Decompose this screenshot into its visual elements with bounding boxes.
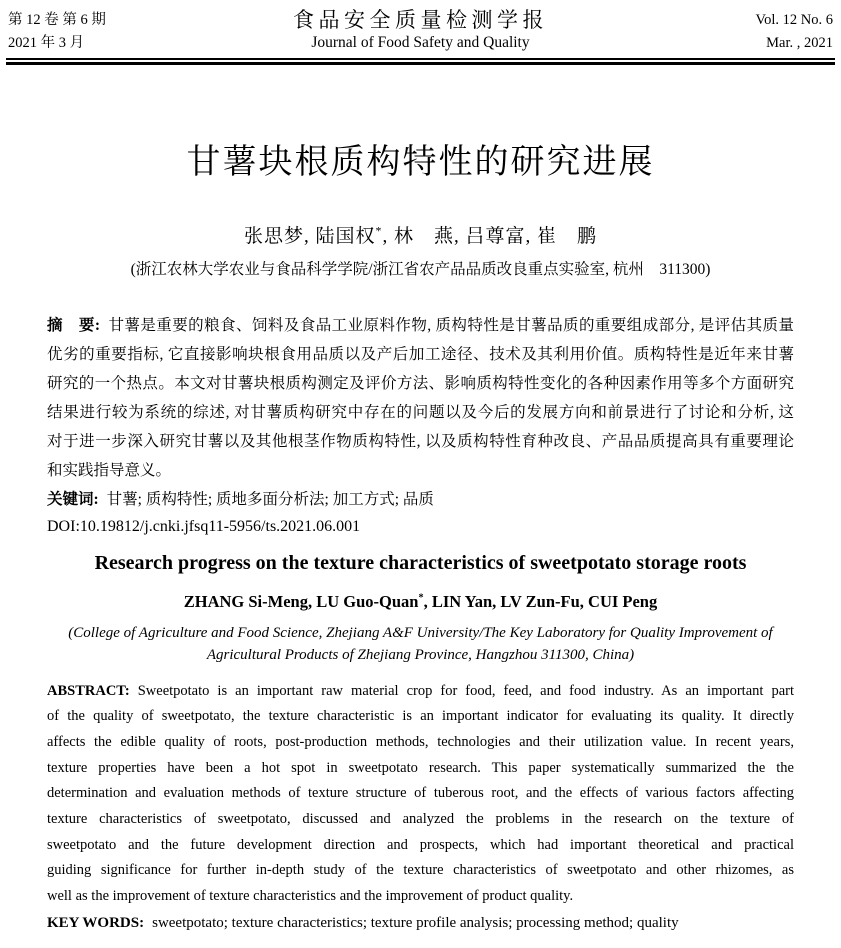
article-title-en: Research progress on the texture characteristics of sweetpotato storage roots (94, 551, 747, 574)
authors-cn-part1: 张思梦, 陆国权 (244, 225, 376, 247)
authors-cn-part2: , 林 燕, 吕尊富, 崔 鹏 (382, 225, 597, 247)
keywords-cn-label: 关键词: (47, 490, 99, 508)
abstract-en-line: of the quality of sweetpotato, the texture characteristic is an important indicator for evaluating its quality. It directly (47, 708, 794, 725)
rule-thick (6, 62, 835, 65)
abstract-en-line: determination and evaluation methods of texture structure of tuberous root, and the effects of various factors affecting (47, 785, 794, 802)
authors-en (47, 590, 794, 614)
issue-date-cn: 2021 年 3 月 (8, 34, 85, 51)
abstract-cn-line: 对于进一步深入研究甘薯以及其他根茎作物质构特性, 以及质构特性育种改良、产品品质提高具有重要理论 (47, 432, 794, 450)
running-head-center (178, 9, 663, 54)
abstract-en-line: guiding significance for further in-depth study of the texture characteristics of sweetpotato and other rhizomes, as (47, 862, 794, 879)
article-title-cn: 甘薯块根质构特性的研究进展 (186, 143, 655, 181)
keywords-en-label: KEY WORDS: (47, 914, 145, 931)
affiliation-en-line1: (College of Agriculture and Food Science, Zhejiang A&F University/The Key Laboratory for Quality Improvement of (68, 624, 773, 641)
volume-issue-cn: 第 12 卷 第 6 期 (8, 12, 106, 28)
abstract-en-line: texture properties have been a hot spot in sweetpotato research. This paper systematically summarized the the (47, 759, 794, 776)
abstract-cn (47, 311, 794, 485)
affiliation-en-line2: Agricultural Products of Zhejiang Province, Hangzhou 311300, China) (206, 647, 635, 663)
running-head-left (8, 9, 178, 54)
running-head (0, 0, 841, 54)
keywords-cn (47, 485, 794, 514)
abstract-en (47, 679, 794, 910)
abstract-cn-label: 摘 要: (47, 316, 100, 334)
journal-title-cn: 食品安全质量检测学报 (293, 8, 548, 32)
journal-title-en: Journal of Food Safety and Quality (311, 34, 530, 51)
body-column (47, 311, 794, 936)
volume-issue-en: Vol. 12 No. 6 (755, 12, 833, 28)
abstract-cn-line: 研究的一个热点。本文对甘薯块根质构测定及评价方法、影响质构特性变化的各种因素作用等多个方面研究 (47, 374, 794, 392)
header-double-rule (6, 58, 835, 65)
abstract-cn-line: 优劣的重要指标, 它直接影响块根食用品质以及产后加工途径、技术及其利用价值。质构特性是近年来甘薯 (47, 345, 794, 363)
abstract-en-label: ABSTRACT: (47, 682, 130, 699)
affiliation-en (47, 622, 794, 667)
abstract-en-line: texture characteristics of sweetpotato, discussed and analyzed the problems in the research on the texture of (47, 811, 794, 828)
abstract-cn-line (47, 311, 794, 340)
authors-en-part2: , LIN Yan, LV Zun-Fu, CUI Peng (423, 591, 658, 611)
keywords-en (47, 910, 794, 936)
abstract-cn-line: 和实践指导意义。 (47, 461, 172, 479)
abstract-cn-line: 结果进行较为系统的综述, 对甘薯质构研究中存在的问题以及今后的发展方向和前景进行了讨论和分析, 这 (47, 403, 794, 421)
issue-date-en: Mar. , 2021 (766, 34, 833, 51)
abstract-en-line: well as the improvement of texture characteristics and the improvement of product quality. (47, 888, 574, 905)
corresponding-author-asterisk: * (375, 224, 383, 238)
authors-en-part1: ZHANG Si-Meng, LU Guo-Quan (183, 591, 419, 611)
authors-cn (0, 223, 841, 251)
abstract-en-line: sweetpotato and the future development direction and prospects, which had important theoretical and practical (47, 836, 794, 853)
keywords-cn-text: 甘薯; 质构特性; 质地多面分析法; 加工方式; 品质 (106, 490, 434, 508)
abstract-cn-text: 甘薯是重要的粮食、饲料及食品工业原料作物, 质构特性是甘薯品质的重要组成部分, 是评估其质量 (108, 316, 794, 334)
corresponding-author-asterisk-en: * (418, 592, 424, 603)
abstract-en-line (47, 679, 794, 705)
abstract-en-line: affects the edible quality of roots, post-production methods, technologies and their utilization value. In recent years, (47, 733, 794, 750)
doi: DOI:10.19812/j.cnki.jfsq11-5956/ts.2021.06.001 (47, 517, 361, 535)
affiliation-cn: (浙江农林大学农业与食品科学学院/浙江省农产品品质改良重点实验室, 杭州 311300) (130, 260, 711, 278)
running-head-right (663, 9, 833, 54)
keywords-en-text: sweetpotato; texture characteristics; texture profile analysis; processing method; quality (152, 914, 679, 931)
abstract-en-text: Sweetpotato is an important raw material crop for food, feed, and food industry. As an important part (137, 682, 794, 699)
